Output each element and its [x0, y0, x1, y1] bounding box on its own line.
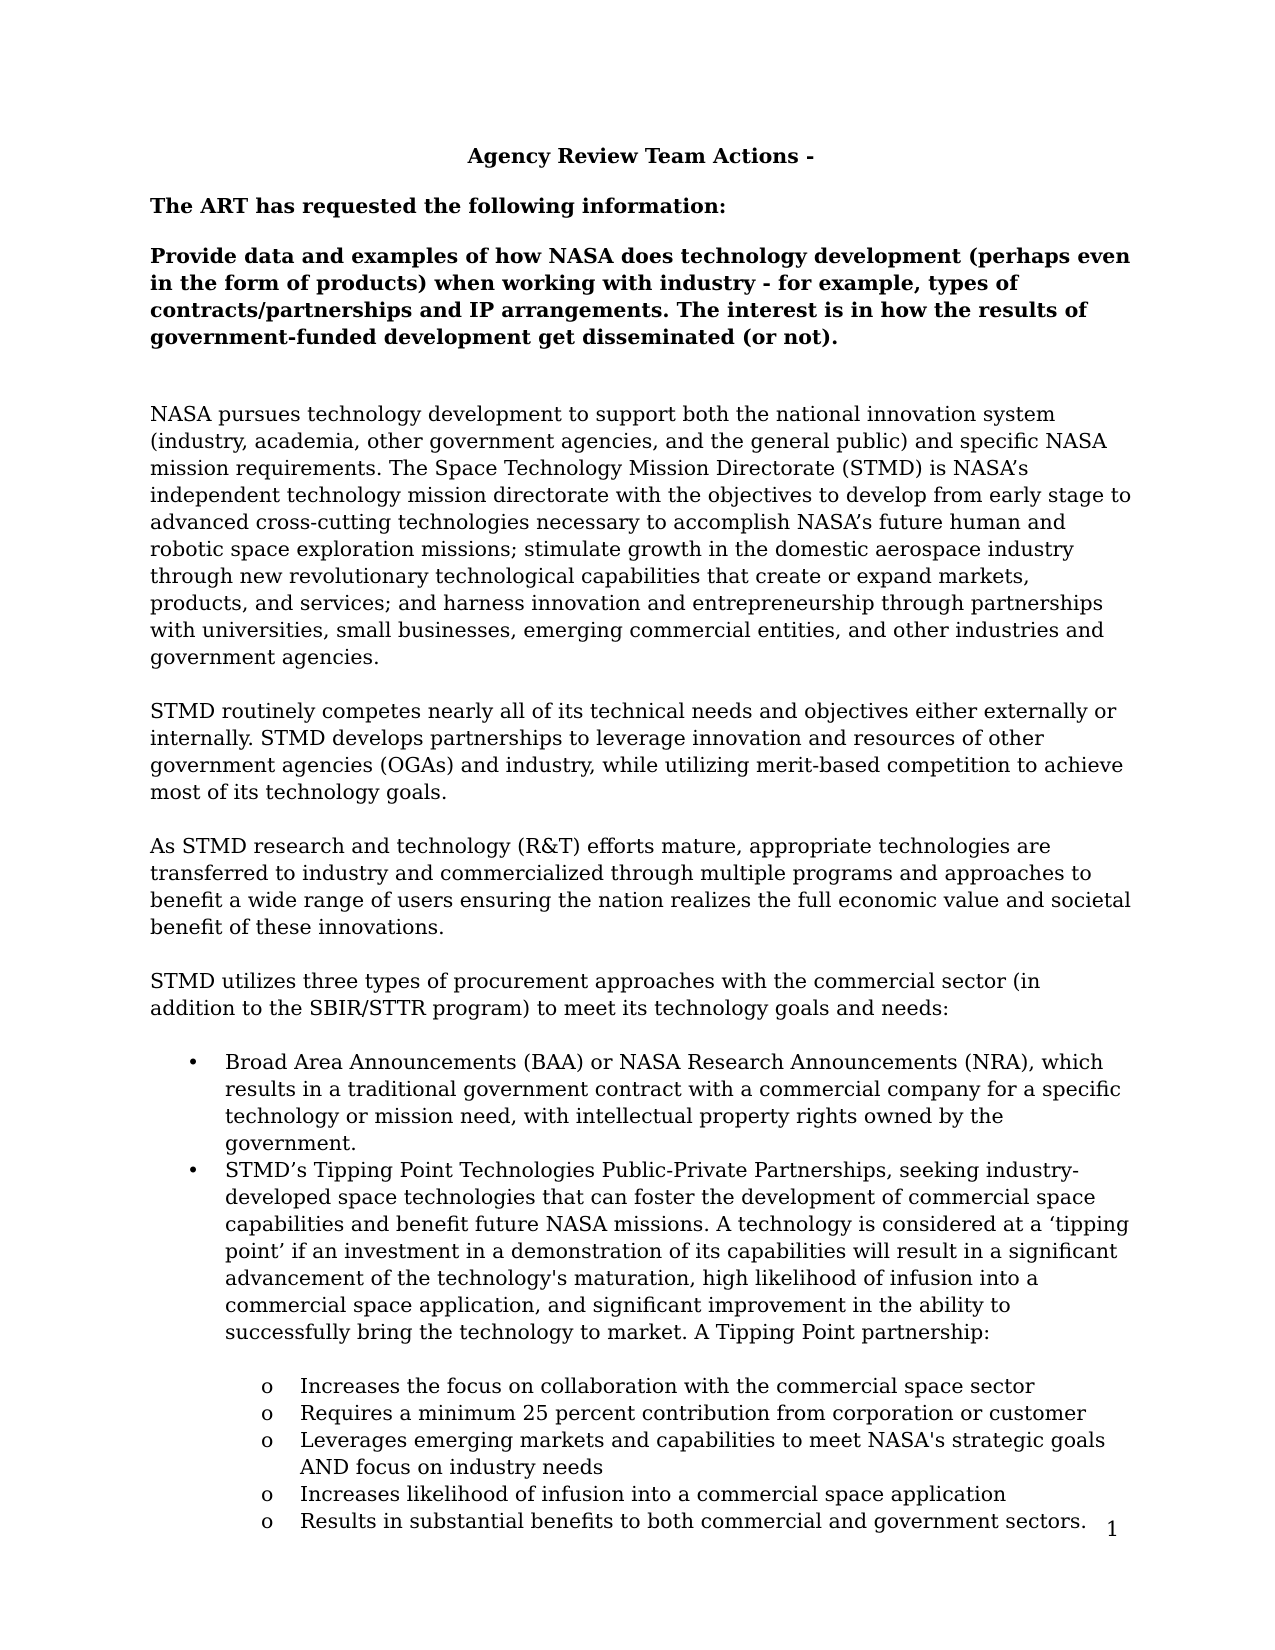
sub-bullet-marker: o [261, 1401, 274, 1425]
sub-bullet-text: Increases the focus on collaboration with the commercial space sector [300, 1374, 1035, 1398]
sub-list-item [225, 1400, 1132, 1427]
document-body [150, 143, 1132, 1535]
document-title: Agency Review Team Actions - [467, 144, 815, 168]
sub-list-item [225, 1481, 1132, 1508]
paragraph-procurement: STMD utilizes three types of procurement approaches with the commercial sector (in addition to the SBIR/STTR program) to meet its technology goals and needs: [150, 969, 1041, 1020]
sub-bullet-text: Increases likelihood of infusion into a commercial space application [300, 1482, 1007, 1506]
bullet-text-baa: Broad Area Announcements (BAA) or NASA Research Announcements (NRA), which results in a traditional government contract with a commercial company for a specific technology or mission need, with intellectual property rights owned by the government. [225, 1050, 1121, 1155]
page-number: 1 [1106, 1517, 1120, 1541]
request-detail: Provide data and examples of how NASA does technology development (perhaps even in the form of products) when working with industry - for example, types of contracts/partnerships and IP arrangements. The interest is in how the results of government-funded development get disseminated (or not). [150, 244, 1131, 349]
paragraph-overview: NASA pursues technology development to support both the national innovation system (industry, academia, other government agencies, and the general public) and specific NASA mission requirements. The Space Technology Mission Directorate (STMD) is NASA’s independent technology mission directorate with the objectives to develop from early stage to advanced cross-cutting technologies necessary to accomplish NASA’s future human and robotic space exploration missions; stimulate growth in the domestic aerospace industry through new revolutionary technological capabilities that create or expand markets, products, and services; and harness innovation and entrepreneurship through partnerships with universities, small businesses, emerging commercial entities, and other industries and government agencies. [150, 402, 1132, 669]
sub-bullet-marker: o [261, 1428, 274, 1452]
sub-list-item [225, 1373, 1132, 1400]
tipping-point-sublist [225, 1373, 1132, 1535]
paragraph-transfer: As STMD research and technology (R&T) efforts mature, appropriate technologies are transferred to industry and commercialized through multiple programs and approaches to benefit a wide range of users ensuring the nation realizes the full economic value and societal benefit of these innovations. [150, 834, 1131, 939]
paragraph-competition: STMD routinely competes nearly all of its technical needs and objectives either externally or internally. STMD develops partnerships to leverage innovation and resources of other government agencies (OGAs) and industry, while utilizing merit-based competition to achieve most of its technology goals. [150, 699, 1124, 804]
bullet-text-tipping-point: STMD’s Tipping Point Technologies Public-Private Partnerships, seeking industry-developed space technologies that can foster the development of commercial space capabilities and benefit future NASA missions. A technology is considered at a ‘tipping point’ if an investment in a demonstration of its capabilities will result in a significant advancement of the technology's maturation, high likelihood of infusion into a commercial space application, and significant improvement in the ability to successfully bring the technology to market. A Tipping Point partnership: [225, 1158, 1130, 1344]
procurement-list [150, 1049, 1132, 1535]
sub-list-item [225, 1427, 1132, 1481]
sub-bullet-marker: o [261, 1509, 274, 1533]
sub-bullet-text: Requires a minimum 25 percent contribution from corporation or customer [300, 1401, 1086, 1425]
request-intro: The ART has requested the following information: [150, 194, 727, 218]
sub-bullet-marker: o [261, 1374, 274, 1398]
bullet-marker: • [187, 1158, 200, 1182]
sub-bullet-text: Leverages emerging markets and capabilities to meet NASA's strategic goals AND focus on industry needs [300, 1428, 1106, 1479]
sub-bullet-marker: o [261, 1482, 274, 1506]
sub-bullet-text: Results in substantial benefits to both commercial and government sectors. [300, 1509, 1087, 1533]
list-item [150, 1157, 1132, 1535]
sub-list-item [225, 1508, 1132, 1535]
list-item [150, 1049, 1132, 1157]
bullet-marker: • [187, 1050, 200, 1074]
